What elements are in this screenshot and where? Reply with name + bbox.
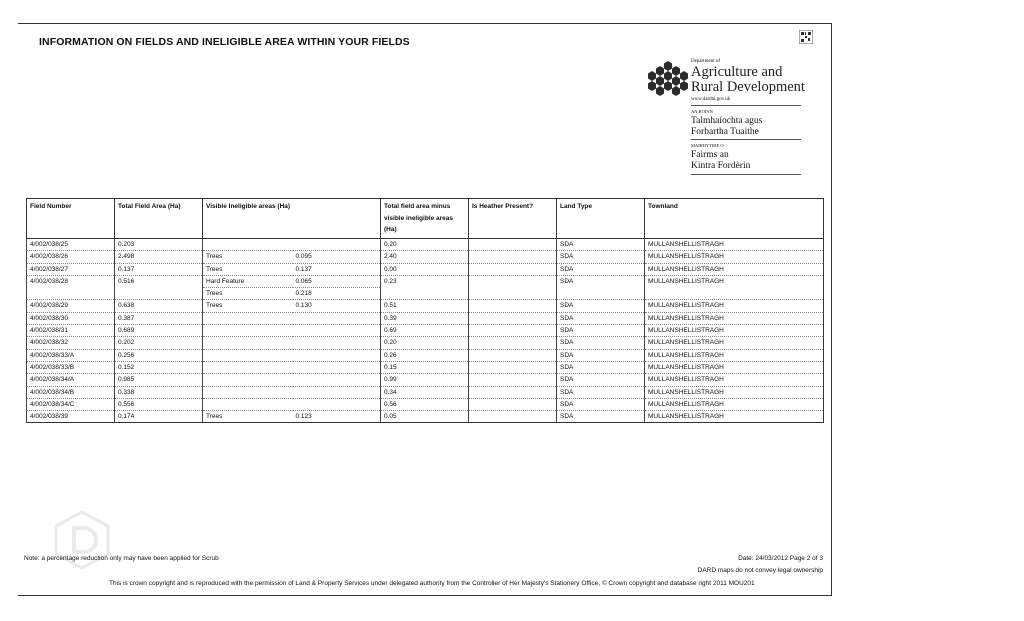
ineligible-type: Hard Feature <box>203 275 293 287</box>
field-number: 4/002/038/34/A <box>27 374 115 386</box>
table-row <box>27 312 824 324</box>
townland: MULLANSHELLISTRAGH <box>645 349 824 361</box>
ineligible-type: Trees <box>203 300 293 312</box>
land-type: SDA <box>557 275 645 300</box>
ineligible-area <box>293 374 381 386</box>
townland: MULLANSHELLISTRAGH <box>645 239 824 251</box>
total-area: 0.338 <box>115 386 203 398</box>
header-townland: Townland <box>645 199 824 239</box>
hexagon-cluster-icon <box>648 59 688 99</box>
ineligible-type: Trees <box>203 288 293 300</box>
irish-line1: Talmhaíochta agus <box>691 116 763 126</box>
table-body <box>27 239 824 423</box>
ulster-line2: Kintra Fordèrin <box>691 161 751 171</box>
fields-table <box>26 198 824 423</box>
irish-tag: AN ROINN <box>691 109 713 114</box>
ineligible-type <box>203 349 293 361</box>
area-minus: 0.26 <box>381 349 469 361</box>
total-area: 0.638 <box>115 300 203 312</box>
ineligible-area <box>293 312 381 324</box>
heather-present <box>469 374 557 386</box>
heather-present <box>469 239 557 251</box>
heather-present <box>469 275 557 300</box>
dept-url: www.dardni.gov.uk <box>691 97 731 102</box>
land-type: SDA <box>557 239 645 251</box>
ineligible-type <box>203 361 293 373</box>
logo-divider <box>691 139 801 140</box>
field-number: 4/002/038/27 <box>27 263 115 275</box>
field-number: 4/002/038/31 <box>27 325 115 337</box>
ineligible-area: 0.218 <box>293 288 381 300</box>
logo-divider <box>691 174 801 175</box>
heather-present <box>469 325 557 337</box>
date-page-info: Date: 24/03/2012 Page 2 of 3 <box>738 555 823 562</box>
ineligible-type <box>203 398 293 410</box>
ineligible-type <box>203 337 293 349</box>
field-number: 4/002/038/39 <box>27 411 115 423</box>
total-area: 0.202 <box>115 337 203 349</box>
area-minus: 2.40 <box>381 251 469 263</box>
heather-present <box>469 411 557 423</box>
field-number: 4/002/038/33/A <box>27 349 115 361</box>
ownership-disclaimer: DARD maps do not convey legal ownership <box>697 567 823 574</box>
page-title: INFORMATION ON FIELDS AND INELIGIBLE AREA WITHIN YOUR FIELDS <box>39 36 410 48</box>
field-number: 4/002/038/29 <box>27 300 115 312</box>
total-area: 2.498 <box>115 251 203 263</box>
ineligible-area <box>293 398 381 410</box>
total-area: 0.174 <box>115 411 203 423</box>
header-land-type: Land Type <box>557 199 645 239</box>
field-number: 4/002/038/30 <box>27 312 115 324</box>
total-area: 0.556 <box>115 398 203 410</box>
area-minus: 0.56 <box>381 398 469 410</box>
heather-present <box>469 337 557 349</box>
area-minus: 0.69 <box>381 325 469 337</box>
townland: MULLANSHELLISTRAGH <box>645 411 824 423</box>
crown-copyright-notice: This is crown copyright and is reproduced with the permission of Land & Property Services under delegated authority from the Controller of Her Majesty's Stationery Office, © Crown copyright and database right 2011 MOU201 <box>109 580 755 587</box>
table-row <box>27 386 824 398</box>
heather-present <box>469 361 557 373</box>
table-row <box>27 374 824 386</box>
townland: MULLANSHELLISTRAGH <box>645 337 824 349</box>
land-type: SDA <box>557 398 645 410</box>
ineligible-area <box>293 386 381 398</box>
ineligible-area <box>293 239 381 251</box>
field-number: 4/002/038/25 <box>27 239 115 251</box>
heather-present <box>469 312 557 324</box>
land-type: SDA <box>557 361 645 373</box>
ineligible-area <box>293 325 381 337</box>
logo-divider <box>691 105 801 106</box>
header-heather: Is Heather Present? <box>469 199 557 239</box>
land-type: SDA <box>557 349 645 361</box>
townland: MULLANSHELLISTRAGH <box>645 398 824 410</box>
total-area: 0.516 <box>115 275 203 300</box>
ineligible-type <box>203 325 293 337</box>
area-minus: 0.34 <box>381 386 469 398</box>
field-number: 4/002/038/34/C <box>27 398 115 410</box>
table-row <box>27 349 824 361</box>
land-type: SDA <box>557 374 645 386</box>
land-type: SDA <box>557 312 645 324</box>
ineligible-area: 0.123 <box>293 411 381 423</box>
table-row <box>27 411 824 423</box>
table-row <box>27 251 824 263</box>
ineligible-type: Trees <box>203 251 293 263</box>
heather-present <box>469 251 557 263</box>
total-area: 0.689 <box>115 325 203 337</box>
field-number: 4/002/038/26 <box>27 251 115 263</box>
irish-line2: Forbartha Tuaithe <box>691 127 759 137</box>
heather-present <box>469 398 557 410</box>
heather-present <box>469 386 557 398</box>
total-area: 0.137 <box>115 263 203 275</box>
table-row <box>27 275 824 287</box>
townland: MULLANSHELLISTRAGH <box>645 312 824 324</box>
header-area-minus-ineligible: Total field area minus visible ineligible areas (Ha) <box>381 199 469 239</box>
qr-code-icon <box>799 30 813 44</box>
townland: MULLANSHELLISTRAGH <box>645 300 824 312</box>
land-type: SDA <box>557 386 645 398</box>
ineligible-type <box>203 312 293 324</box>
townland: MULLANSHELLISTRAGH <box>645 386 824 398</box>
ineligible-area <box>293 361 381 373</box>
scrub-note: Note: a percentage reduction only may have been applied for Scrub <box>24 555 219 562</box>
table-row <box>27 300 824 312</box>
ineligible-type <box>203 374 293 386</box>
ineligible-area: 0.130 <box>293 300 381 312</box>
ulster-tag: MAIRHYTRIE O <box>691 143 724 148</box>
field-number: 4/002/038/32 <box>27 337 115 349</box>
land-type: SDA <box>557 251 645 263</box>
land-type: SDA <box>557 325 645 337</box>
area-minus: 0.15 <box>381 361 469 373</box>
dept-name-line2: Rural Development <box>691 79 805 95</box>
townland: MULLANSHELLISTRAGH <box>645 374 824 386</box>
townland: MULLANSHELLISTRAGH <box>645 325 824 337</box>
ineligible-type <box>203 386 293 398</box>
heather-present <box>469 300 557 312</box>
table-row <box>27 361 824 373</box>
ineligible-area: 0.095 <box>293 251 381 263</box>
land-type: SDA <box>557 337 645 349</box>
table-row <box>27 263 824 275</box>
header-visible-ineligible: Visible Ineligible areas (Ha) <box>203 199 381 239</box>
area-minus: 0.05 <box>381 411 469 423</box>
area-minus: 0.00 <box>381 263 469 275</box>
area-minus: 0.20 <box>381 337 469 349</box>
field-number: 4/002/038/33/B <box>27 361 115 373</box>
heather-present <box>469 263 557 275</box>
header-total-area: Total Field Area (Ha) <box>115 199 203 239</box>
townland: MULLANSHELLISTRAGH <box>645 275 824 300</box>
ineligible-type <box>203 239 293 251</box>
area-minus: 0.51 <box>381 300 469 312</box>
area-minus: 0.20 <box>381 239 469 251</box>
townland: MULLANSHELLISTRAGH <box>645 361 824 373</box>
ineligible-area: 0.137 <box>293 263 381 275</box>
dept-name-line1: Agriculture and <box>691 64 783 80</box>
townland: MULLANSHELLISTRAGH <box>645 263 824 275</box>
field-number: 4/002/038/28 <box>27 275 115 300</box>
townland: MULLANSHELLISTRAGH <box>645 251 824 263</box>
table-header-row <box>27 199 824 239</box>
ineligible-area <box>293 337 381 349</box>
table-row <box>27 398 824 410</box>
ineligible-type: Trees <box>203 411 293 423</box>
ineligible-area <box>293 349 381 361</box>
heather-present <box>469 349 557 361</box>
table-row <box>27 337 824 349</box>
area-minus: 0.99 <box>381 374 469 386</box>
table-row <box>27 325 824 337</box>
ineligible-area: 0.065 <box>293 275 381 287</box>
total-area: 0.256 <box>115 349 203 361</box>
total-area: 0.152 <box>115 361 203 373</box>
land-type: SDA <box>557 263 645 275</box>
header-field-number: Field Number <box>27 199 115 239</box>
total-area: 0.985 <box>115 374 203 386</box>
ineligible-type: Trees <box>203 263 293 275</box>
total-area: 0.387 <box>115 312 203 324</box>
ulster-line1: Fairms an <box>691 150 729 160</box>
land-type: SDA <box>557 300 645 312</box>
table-row <box>27 239 824 251</box>
land-type: SDA <box>557 411 645 423</box>
total-area: 0.203 <box>115 239 203 251</box>
field-number: 4/002/038/34/B <box>27 386 115 398</box>
area-minus: 0.23 <box>381 275 469 300</box>
dept-of-label: Department of <box>691 59 721 64</box>
area-minus: 0.39 <box>381 312 469 324</box>
